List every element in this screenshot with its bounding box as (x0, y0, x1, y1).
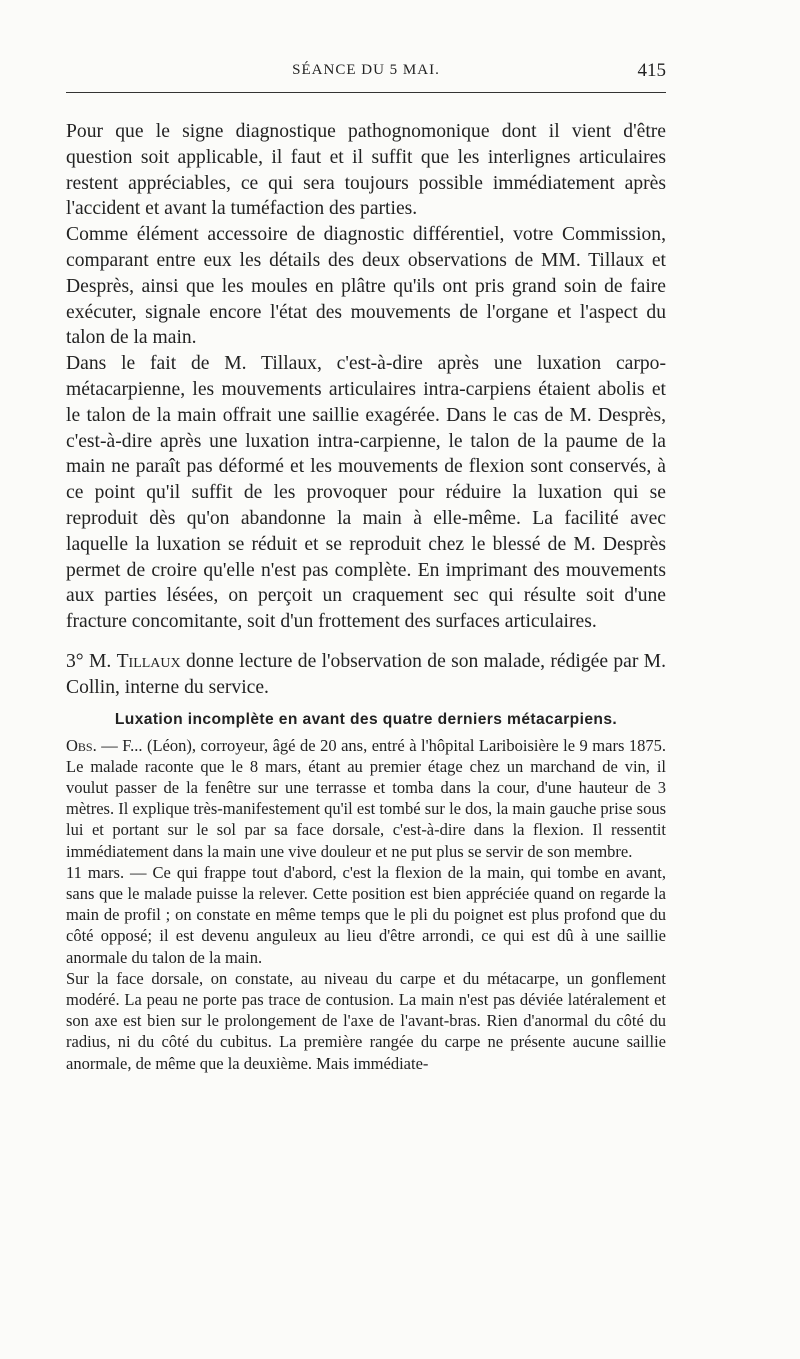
item-3-text: donne lecture de l'observation de son malade, rédigée par M. Collin, interne du service. (66, 650, 666, 698)
book-page (66, 56, 666, 1074)
page-number: 415 (637, 60, 666, 81)
observation-heading: Luxation incomplète en avant des quatre derniers métacarpiens. (114, 710, 618, 728)
running-header (66, 56, 666, 93)
observation-paragraph-1 (66, 735, 666, 862)
item-3-name: Tillaux (116, 650, 181, 672)
observation-text: — F... (Léon), corroyeur, âgé de 20 ans, entré à l'hôpital Lariboisière le 9 mars 1875. Le malade raconte que le 8 mars, étant au premier étage chez un marchand de vin, il voulut passer de la fenêtre sur une terrasse et tomba dans la cour, d'une hauteur de 3 mètres. Il explique très-manifestement qu'il est tombé sur le dos, la main gauche prise sous lui et portant sur le sol par sa face dorsale, c'est-à-dire dans la flexion. Il ressentit immédiatement dans la main une vive douleur et ne put plus se servir de son membre. (66, 735, 667, 861)
observation-paragraph-2: 11 mars. — Ce qui frappe tout d'abord, c'est la flexion de la main, qui tombe en avant, sans que le malade puisse la relever. Cette position est bien appréciée quand on regarde la main de profil ; on constate en même temps que le pli du poignet est plus profond que du côté opposé; il est devenu anguleux au lieu d'être arrondi, ce qui est dû à une saillie anormale du talon de la main. (66, 862, 666, 967)
paragraph-2: Comme élément accessoire de diagnostic différentiel, votre Commission, comparant entre eux les détails des deux observations de MM. Tillaux et Desprès, ainsi que les moules en plâtre qu'ils ont pris grand soin de faire exécuter, signale encore l'état des mouvements de l'organe et l'aspect du talon de la main. (66, 224, 666, 349)
item-3-paragraph (66, 649, 666, 701)
item-3-prefix: 3° M. (66, 650, 112, 672)
paragraph-1: Pour que le signe diagnostique pathognomonique dont il vient d'être question soit applicable, il faut et il suffit que les interlignes articulaires restent appréciables, ce qui sera toujours possible immédiatement après l'accident et avant la tuméfaction des parties. (66, 121, 666, 220)
body-text (66, 119, 666, 1074)
running-title: SÉANCE DU 5 MAI. (292, 62, 440, 78)
observation-label: Obs. (66, 735, 97, 755)
observation-paragraph-3: Sur la face dorsale, on constate, au niveau du carpe et du métacarpe, un gonflement modéré. La peau ne porte pas trace de contusion. La main n'est pas déviée latéralement et son axe est bien sur le prolongement de l'axe de l'avant-bras. Rien d'anormal du côté du radius, ni du côté du cubitus. La première rangée du carpe ne présente aucune saillie anormale, de même que la deuxième. Mais immédiate- (66, 968, 666, 1073)
spacer (66, 635, 666, 649)
paragraph-3: Dans le fait de M. Tillaux, c'est-à-dire après une luxation carpo-métacarpienne, les mouvements articulaires intra-carpiens étaient abolis et le talon de la main offrait une saillie exagérée. Dans le cas de M. Desprès, c'est-à-dire après une luxation intra-carpienne, le talon de la paume de la main ne paraît pas déformé et les mouvements de flexion sont conservés, à ce point qu'il suffit de les provoquer pour réduire la luxation qui se reproduit dès qu'on abandonne la main à elle-même. La facilité avec laquelle la luxation se réduit et se reproduit chez le blessé de M. Desprès permet de croire qu'elle n'est pas complète. En imprimant des mouvements aux parties lésées, on perçoit un craquement sec qui résulte soit d'une fracture concomitante, soit d'un frottement des surfaces articulaires. (66, 353, 666, 633)
